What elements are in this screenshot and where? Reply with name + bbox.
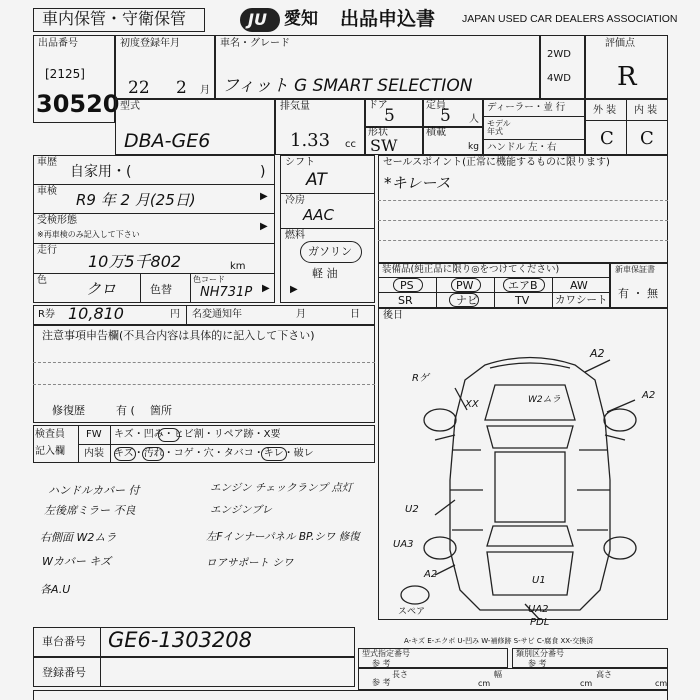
chassis-value: GE6-1303208: [108, 628, 253, 652]
warranty-options: 有 ・ 無: [618, 287, 658, 300]
receipt-label: 受検形態: [37, 215, 77, 226]
fuel-arrow-icon: ▶: [290, 284, 298, 295]
record-label: 記入欄: [35, 446, 65, 457]
color-code-value: NH731P: [200, 285, 253, 300]
recycle-value: 10,810: [68, 304, 124, 323]
repair-suffix: 箇所: [150, 404, 172, 417]
mileage-label: 走行: [37, 245, 57, 256]
fw-label: FW: [86, 429, 102, 440]
recycle-unit: 円: [170, 309, 180, 320]
tobacco-circle: [261, 447, 287, 461]
remark-left-3: 右側面 W2ムラ: [40, 531, 117, 544]
selling-line-1: [378, 200, 668, 201]
diagram-label-rge: Rゲ: [412, 373, 429, 384]
diagram-label-ua2: UA2: [528, 604, 549, 615]
drive-box: [540, 35, 585, 99]
lot-number: 30520: [36, 90, 120, 118]
category-label: 類別区分番号: [516, 649, 564, 658]
remark-left-2: 左後席ミラー 不良: [44, 504, 136, 517]
notes-line-1: [33, 362, 375, 363]
first-reg-label: 初度登録年月: [120, 38, 180, 49]
equip-navi: ナビ: [456, 294, 478, 307]
type-value: DBA-GE6: [124, 130, 211, 152]
steering-label: ハンドル 左・右: [487, 142, 557, 153]
history-div-4: [33, 273, 275, 274]
later-label: 後日: [383, 310, 403, 321]
model-year-label: モデル年式: [487, 119, 511, 136]
equip-div-v1: [436, 277, 437, 308]
history-label: 車歴: [37, 157, 57, 168]
remark-left-1: ハンドルカバー 付: [48, 484, 140, 497]
shift-div-2: [280, 228, 375, 229]
diagram-label-a2-top: A2: [590, 347, 605, 360]
receipt-note: ※再車検のみ記入して下さい: [37, 230, 140, 239]
inspector-label: 検査員: [35, 429, 65, 440]
fuel-gasoline: ガソリン: [308, 245, 352, 258]
inspection-value: R9 年 2 月(25日): [76, 191, 196, 209]
lot-bracket: [2125]: [45, 67, 85, 81]
car-damage-diagram: [395, 340, 665, 630]
length-label: 長さ: [392, 670, 408, 679]
doors-label: ドア: [368, 100, 388, 111]
color-label: 色: [37, 275, 47, 286]
chassis-label: 車台番号: [42, 635, 86, 648]
interior-value: C: [640, 128, 654, 149]
diagram-label-u1: U1: [532, 575, 546, 586]
shift-div-1: [280, 193, 375, 194]
fw-items: キズ・凹み・ヒビ割・リペア跡・X要: [114, 429, 281, 440]
body-label: 形状: [368, 127, 388, 138]
notes-line-2: [33, 384, 375, 385]
repair-value: 有 (: [116, 404, 135, 417]
stain-circle: [142, 447, 164, 461]
dim-ref: 参 考: [372, 678, 391, 687]
width-unit: cm: [580, 679, 593, 688]
height-unit: cm: [655, 679, 668, 688]
registration-div: [100, 657, 101, 687]
dealer-label: ディーラー・並 行: [487, 102, 566, 113]
selling-block: [378, 155, 668, 263]
capacity-label: 定員: [426, 100, 446, 111]
exterior-label: 外 装: [593, 105, 617, 116]
displacement-label: 排気量: [280, 101, 310, 112]
equip-leather: カワシート: [555, 294, 608, 306]
condition-divider-v: [626, 99, 627, 155]
shift-label: シフト: [285, 157, 315, 168]
diagram-label-u2: U2: [405, 504, 419, 515]
diagram-label-spare: スペア: [398, 607, 426, 617]
ac-value: AAC: [303, 206, 334, 224]
equip-ps: PS: [400, 279, 414, 292]
equip-aw: AW: [570, 279, 588, 292]
diagram-label-a2-right: A2: [642, 390, 656, 401]
diagram-label-a2-bottom: A2: [424, 569, 438, 580]
score-value: R: [617, 62, 637, 92]
expiry-day: 日: [350, 309, 360, 320]
shift-value: AT: [306, 170, 327, 190]
scratch-circle: [114, 447, 136, 461]
equip-sr: SR: [398, 294, 413, 307]
form-title: 出品申込書: [340, 8, 436, 30]
displacement-value: 1.33: [290, 130, 331, 151]
storage-note: 車内保管・守衛保管: [42, 9, 187, 28]
history-arrow-icon: ▶: [260, 191, 268, 202]
category-ref: 参 考: [528, 659, 547, 668]
color-arrow-icon: ▶: [262, 283, 270, 294]
selling-line-2: [378, 220, 668, 221]
first-reg-month: 2: [176, 78, 187, 98]
mileage-value: 10万5千802: [88, 252, 182, 271]
dealer-divider-1: [483, 116, 585, 117]
recycle-label: R券: [38, 309, 55, 320]
color-div: [140, 273, 141, 303]
diagram-label-w2mura: W2ムラ: [528, 395, 561, 405]
repair-label: 修復歴: [52, 404, 85, 417]
inspection-label: 車検: [37, 186, 57, 197]
body-value: SW: [370, 136, 398, 155]
fuel-diesel: 軽 油: [312, 267, 338, 280]
interior-check-items: キズ・汚れ・コゲ・穴・タバコ・キレ・破レ: [114, 448, 314, 459]
equipment-label: 装備品(純正品に限り◎をつけてください): [382, 264, 560, 275]
load-label: 積載: [426, 127, 446, 138]
length-unit: cm: [478, 679, 491, 688]
history-close: ): [260, 164, 266, 180]
color-change-label: 色替: [150, 283, 172, 296]
interior-check-label: 内装: [84, 448, 104, 459]
capacity-unit: 人: [469, 114, 479, 125]
model-grade-label: 車名・グレード: [220, 38, 290, 49]
color-code-label: 色コード: [193, 275, 225, 284]
fuel-label: 燃料: [285, 230, 305, 241]
warranty-label: 新車保証書: [615, 265, 655, 274]
dealer-divider-2: [483, 139, 585, 140]
model-grade-value: フィット G SMART SELECTION: [222, 76, 473, 96]
history-div-3: [33, 243, 275, 244]
receipt-arrow-icon: ▶: [260, 221, 268, 232]
drive-4wd: 4WD: [547, 73, 571, 84]
equip-pw: PW: [456, 279, 474, 292]
mileage-unit: km: [230, 261, 246, 272]
expiry-month: 月: [296, 309, 306, 320]
shift-block: [280, 155, 375, 303]
interior-label: 内 装: [634, 105, 658, 116]
history-div-2: [33, 213, 275, 214]
remark-left-4: Wカバー キズ: [42, 555, 112, 568]
color-value: クロ: [86, 280, 117, 298]
load-unit: kg: [468, 142, 479, 152]
remark-right-1: エンジン チェックランプ 点灯: [210, 482, 353, 494]
remark-left-5: 各A.U: [40, 583, 71, 596]
lot-label: 出品番号: [38, 38, 78, 49]
remark-right-4: ロアサポート シワ: [206, 557, 294, 569]
selling-value: *キレース: [384, 174, 451, 192]
remark-right-2: エンジンブレ: [210, 504, 273, 516]
association-name: JAPAN USED CAR DEALERS ASSOCIATION: [462, 13, 678, 25]
chassis-div: [100, 627, 101, 657]
width-label: 幅: [494, 670, 502, 679]
diagram-label-ua3: UA3: [393, 539, 414, 550]
type-cert-label: 型式指定番号: [362, 649, 410, 658]
damage-legend: A-キズ E-エクボ U-凹み W-補修跡 S-サビ C-腐食 XX-交換済: [404, 637, 594, 645]
color-code-div: [190, 273, 191, 303]
diagram-label-xx: XX: [465, 399, 479, 410]
diagram-label-pdl: PDL: [530, 617, 550, 628]
dent-circle: [158, 428, 180, 442]
cc-unit: cc: [345, 139, 356, 150]
type-label: 型式: [120, 101, 140, 112]
equip-div-v3: [552, 277, 553, 308]
height-label: 高さ: [596, 670, 612, 679]
inspector-div-h: [78, 444, 375, 445]
bottom-row: [33, 690, 668, 700]
first-reg-year: 22: [128, 78, 150, 98]
selling-line-3: [378, 240, 668, 241]
remark-right-3: 左Fインナーパネル BP.シワ 修復: [206, 531, 360, 543]
equip-div-v2: [494, 277, 495, 308]
registration-label: 登録番号: [42, 666, 86, 679]
recycle-div: [186, 305, 187, 325]
cautions-label: 注意事項申告欄(不具合内容は具体的に記入して下さい): [42, 329, 315, 342]
history-div-1: [33, 184, 275, 185]
capacity-value: 5: [440, 106, 451, 126]
ju-logo-text: JU: [248, 10, 267, 29]
equip-tv: TV: [515, 294, 530, 307]
history-value: 自家用・(: [70, 164, 132, 180]
selling-label: セールスポイント(正常に機能するものに限ります): [383, 157, 610, 168]
score-label: 評価点: [605, 38, 635, 49]
condition-divider-h: [585, 120, 668, 121]
exterior-value: C: [600, 128, 614, 149]
first-reg-month-suffix: 月: [200, 85, 210, 96]
doors-value: 5: [384, 106, 395, 126]
equip-airbag: エアB: [508, 279, 538, 292]
ac-label: 冷房: [285, 195, 305, 206]
drive-2wd: 2WD: [547, 49, 571, 60]
expiry-label: 名変通知年: [192, 309, 242, 320]
type-cert-ref: 参 考: [372, 659, 391, 668]
logo-region: 愛知: [284, 9, 318, 29]
